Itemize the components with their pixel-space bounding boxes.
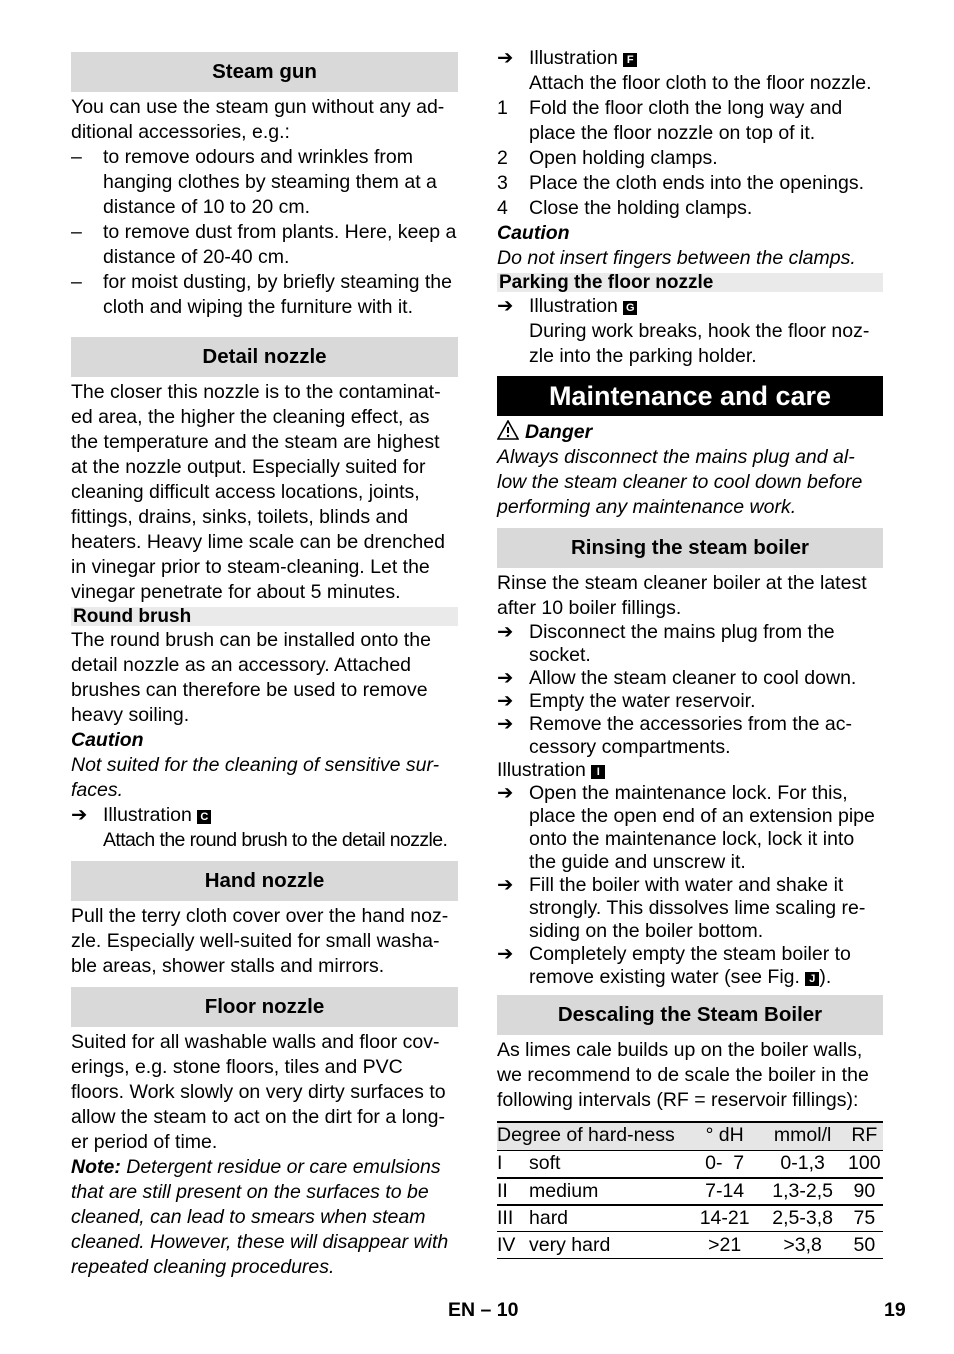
list-item: ➔ Open the maintenance lock. For this, place the open end of an extension pipe onto the maintenance lock, lock it into the guide and unscrew it. — [497, 782, 875, 873]
table-header: RF — [851, 1124, 878, 1146]
list-item: ➔ Disconnect the mains plug from the socket. — [497, 621, 835, 666]
section-heading-rinsing: Rinsing the steam boiler — [497, 528, 883, 568]
section-heading-descaling: Descaling the Steam Boiler — [497, 995, 883, 1035]
list-item: ➔ Fill the boiler with water and shake it strongly. This dissolves lime scaling re-siding on the boiler bottom. — [497, 874, 866, 942]
table-row: III hard 14-21 2,5-3,8 75 — [497, 1205, 883, 1232]
parking-text: During work breaks, hook the floor noz-zle into the parking holder. — [529, 320, 870, 367]
section-heading-steam-gun: Steam gun — [71, 52, 458, 92]
illustration-ref: Illustration I — [497, 759, 883, 782]
table-row: IV very hard >21 >3,8 50 — [497, 1232, 883, 1259]
section-heading-detail-nozzle: Detail nozzle — [71, 337, 458, 377]
arrow-icon: ➔ — [497, 690, 514, 712]
list-item: ➔ Allow the steam cleaner to cool down. — [497, 667, 857, 689]
caution-text: Not suited for the cleaning of sensitive sur-faces. — [71, 754, 440, 801]
list-item: – for moist dusting, by briefly steaming the cloth and wiping the furniture with it. — [71, 271, 452, 318]
arrow-icon: ➔ — [497, 943, 514, 965]
floor-nozzle-note: Note: Detergent residue or care emulsions that are still present on the surfaces to be cleaned, can lead to smears when steam cleaned. However, these will disappear with repeated cleaning procedures. — [71, 1156, 449, 1278]
illustration-ref: ➔ Illustration C — [71, 803, 458, 828]
table-row: I soft 0- 7 0-1,3 100 — [497, 1151, 883, 1178]
figure-badge: G — [623, 301, 637, 315]
table-header: mmol/l — [773, 1124, 832, 1146]
arrow-icon: ➔ — [497, 667, 514, 689]
arrow-icon: ➔ — [497, 47, 514, 69]
hardness-table — [497, 1121, 883, 1259]
section-heading-floor-nozzle: Floor nozzle — [71, 987, 458, 1027]
rinsing-intro: Rinse the steam cleaner boiler at the latest after 10 boiler fillings. — [497, 572, 867, 619]
arrow-icon: ➔ — [497, 295, 514, 317]
caution-label: Caution — [71, 729, 144, 751]
chapter-heading-maintenance: Maintenance and care — [497, 376, 883, 416]
arrow-icon: ➔ — [497, 782, 514, 804]
figure-badge: J — [805, 972, 819, 986]
list-item: ➔ Remove the accessories from the ac-cessory compartments. — [497, 713, 852, 758]
round-brush-instruction: Attach the round brush to the detail nozzle. — [103, 829, 448, 851]
figure-badge: F — [623, 53, 637, 67]
table-header-row — [497, 1122, 883, 1151]
arrow-icon: ➔ — [497, 621, 514, 643]
hand-nozzle-text: Pull the terry cloth cover over the hand noz-zle. Especially well-suited for small washa-ble areas, shower stalls and mirrors. — [71, 905, 449, 977]
right-column — [497, 46, 883, 1259]
list-item: 3 Place the cloth ends into the openings. — [497, 172, 864, 194]
list-item: 4 Close the holding clamps. — [497, 197, 753, 219]
list-item: – to remove odours and wrinkles from hanging clothes by steaming them at a distance of 10 to 20 cm. — [71, 146, 437, 218]
page-number: 19 — [884, 1299, 906, 1321]
danger-label: Danger — [497, 420, 883, 445]
descaling-intro: As limes cale builds up on the boiler walls, we recommend to de scale the boiler in the following intervals (RF = reservoir fillings): — [497, 1039, 869, 1111]
table-header: Degree of hard-ness — [497, 1124, 675, 1146]
warning-icon — [497, 420, 519, 440]
arrow-icon: ➔ — [71, 804, 88, 826]
arrow-icon: ➔ — [497, 713, 514, 735]
round-brush-text: The round brush can be installed onto the detail nozzle as an accessory. Attached brushes can therefore be used to remove heavy soiling. — [71, 629, 431, 726]
caution-label: Caution — [497, 222, 570, 244]
subheading-round-brush: Round brush — [71, 607, 458, 626]
illustration-ref: ➔ Illustration G — [497, 294, 883, 319]
floor-nozzle-text: Suited for all washable walls and floor cov-erings, e.g. stone floors, tiles and PVC floors. Work slowly on very dirty surfaces to allow the steam to act on the dirt for a long-er period of time. — [71, 1031, 446, 1153]
caution-text: Do not insert fingers between the clamps. — [497, 247, 856, 269]
detail-nozzle-text: The closer this nozzle is to the contaminat-ed area, the higher the cleaning effect, as the temperature and the steam are highest at the nozzle output. Especially suited for cleaning difficult access locations, joints, fittings, drains, sinks, toilets, blinds and heaters. Heavy lime scale can be drenched in vinegar prior to steam-cleaning. Let the vinegar penetrate for about 5 minutes. — [71, 381, 445, 603]
list-item: – to remove dust from plants. Here, keep a distance of 20-40 cm. — [71, 221, 457, 268]
floor-cloth-intro: Attach the floor cloth to the floor nozzle. — [529, 72, 872, 94]
illustration-ref: ➔ Illustration F — [497, 46, 883, 71]
arrow-icon: ➔ — [497, 874, 514, 896]
list-item: ➔ Completely empty the steam boiler to remove existing water (see Fig. J ). — [497, 943, 851, 988]
list-item: 1 Fold the floor cloth the long way and place the floor nozzle on top of it. — [497, 97, 843, 144]
section-heading-hand-nozzle: Hand nozzle — [71, 861, 458, 901]
list-item: ➔ Empty the water reservoir. — [497, 690, 756, 712]
danger-text: Always disconnect the mains plug and al-low the steam cleaner to cool down before performing any maintenance work. — [497, 446, 863, 518]
steam-gun-intro: You can use the steam gun without any ad-ditional accessories, e.g.: — [71, 96, 445, 143]
list-item: 2 Open holding clamps. — [497, 147, 718, 169]
table-header: ° dH — [705, 1124, 744, 1146]
page-label: EN – 10 — [448, 1299, 519, 1321]
figure-badge: C — [197, 810, 211, 824]
subheading-parking: Parking the floor nozzle — [497, 273, 883, 292]
table-row: II medium 7-14 1,3-2,5 90 — [497, 1178, 883, 1205]
figure-badge: I — [591, 765, 605, 779]
left-column — [71, 52, 458, 1280]
